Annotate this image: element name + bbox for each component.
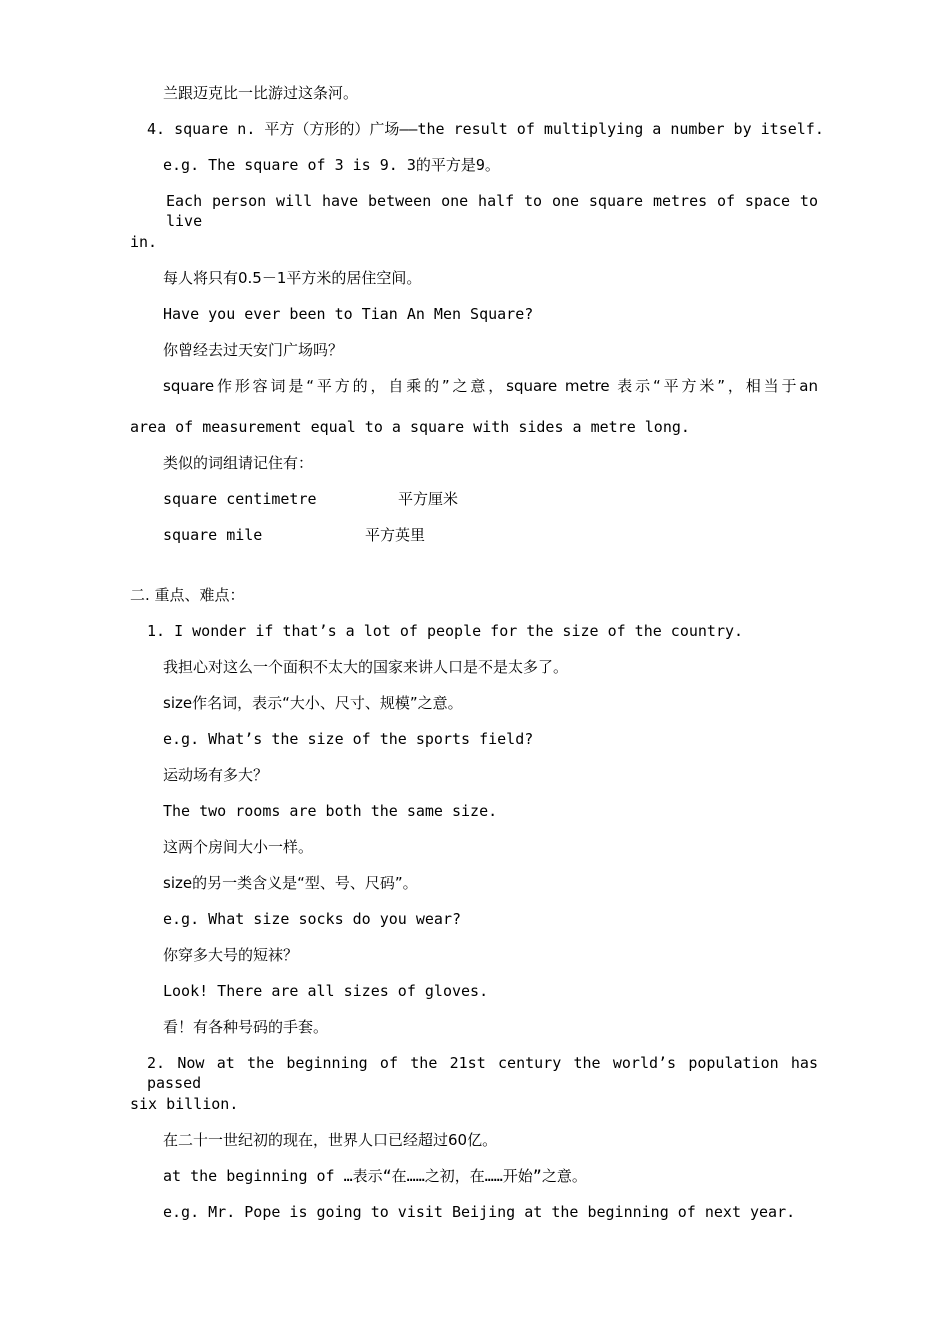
text-line: 我担心对这么一个面积不太大的国家来讲人口是不是太多了。 xyxy=(163,658,569,676)
text-line: square centimetre xyxy=(163,490,317,508)
text-line: 这两个房间大小一样。 xyxy=(163,838,314,856)
text-line: 你穿多大号的短袜？ xyxy=(163,946,299,964)
text-line: The two rooms are both the same size. xyxy=(163,802,498,820)
text-line: Look! There are all sizes of gloves. xyxy=(163,982,489,1000)
text-line: 平方厘米 xyxy=(398,490,459,508)
text-line: 你曾经去过天安门广场吗？ xyxy=(163,341,344,359)
text-line: 1. I wonder if that’s a lot of people for the size of the country. xyxy=(147,622,744,640)
text-line: square mile xyxy=(163,526,263,544)
text-line: e.g. What’s the size of the sports field? xyxy=(163,730,534,748)
text-line: e.g. Mr. Pope is going to visit Beijing at the beginning of next year. xyxy=(163,1203,796,1221)
text-line: size作名词，表示“大小、尺寸、规模”之意。 xyxy=(163,694,463,712)
text-line: e.g. The square of 3 is 9. 3的平方是9。 xyxy=(163,156,500,174)
text-line: 4. square n. 平方（方形的）广场——the result of multiplying a number by itself. xyxy=(147,120,824,138)
text-line: 运动场有多大？ xyxy=(163,766,269,784)
text-line: size的另一类含义是“型、号、尺码”。 xyxy=(163,874,418,892)
text-line: 兰跟迈克比一比游过这条河。 xyxy=(163,84,359,102)
text-line: 看！有各种号码的手套。 xyxy=(163,1018,329,1036)
text-line: area of measurement equal to a square with sides a metre long. xyxy=(130,418,690,436)
text-line: six billion. xyxy=(130,1095,239,1113)
section-heading: 二. 重点、难点： xyxy=(130,586,245,604)
text-line: Each person will have between one half to one square metres of space to live xyxy=(166,192,818,230)
text-line: e.g. What size socks do you wear? xyxy=(163,910,462,928)
text-line: in. xyxy=(130,233,158,251)
text-line: 类似的词组请记住有： xyxy=(163,454,314,472)
text-line: square作形容词是“平方的，自乘的”之意，square metre 表示“平方米”，相当于an xyxy=(163,377,818,395)
text-line: at the beginning of …表示“在……之初，在……开始”之意。 xyxy=(163,1167,587,1185)
text-line: 2. Now at the beginning of the 21st century the world’s population has passed xyxy=(147,1054,818,1092)
text-line: 在二十一世纪初的现在，世界人口已经超过60亿。 xyxy=(163,1131,498,1149)
text-line: 每人将只有0.5－1平方米的居住空间。 xyxy=(163,269,422,287)
text-line: Have you ever been to Tian An Men Square? xyxy=(163,305,534,323)
text-line: 平方英里 xyxy=(365,526,426,544)
